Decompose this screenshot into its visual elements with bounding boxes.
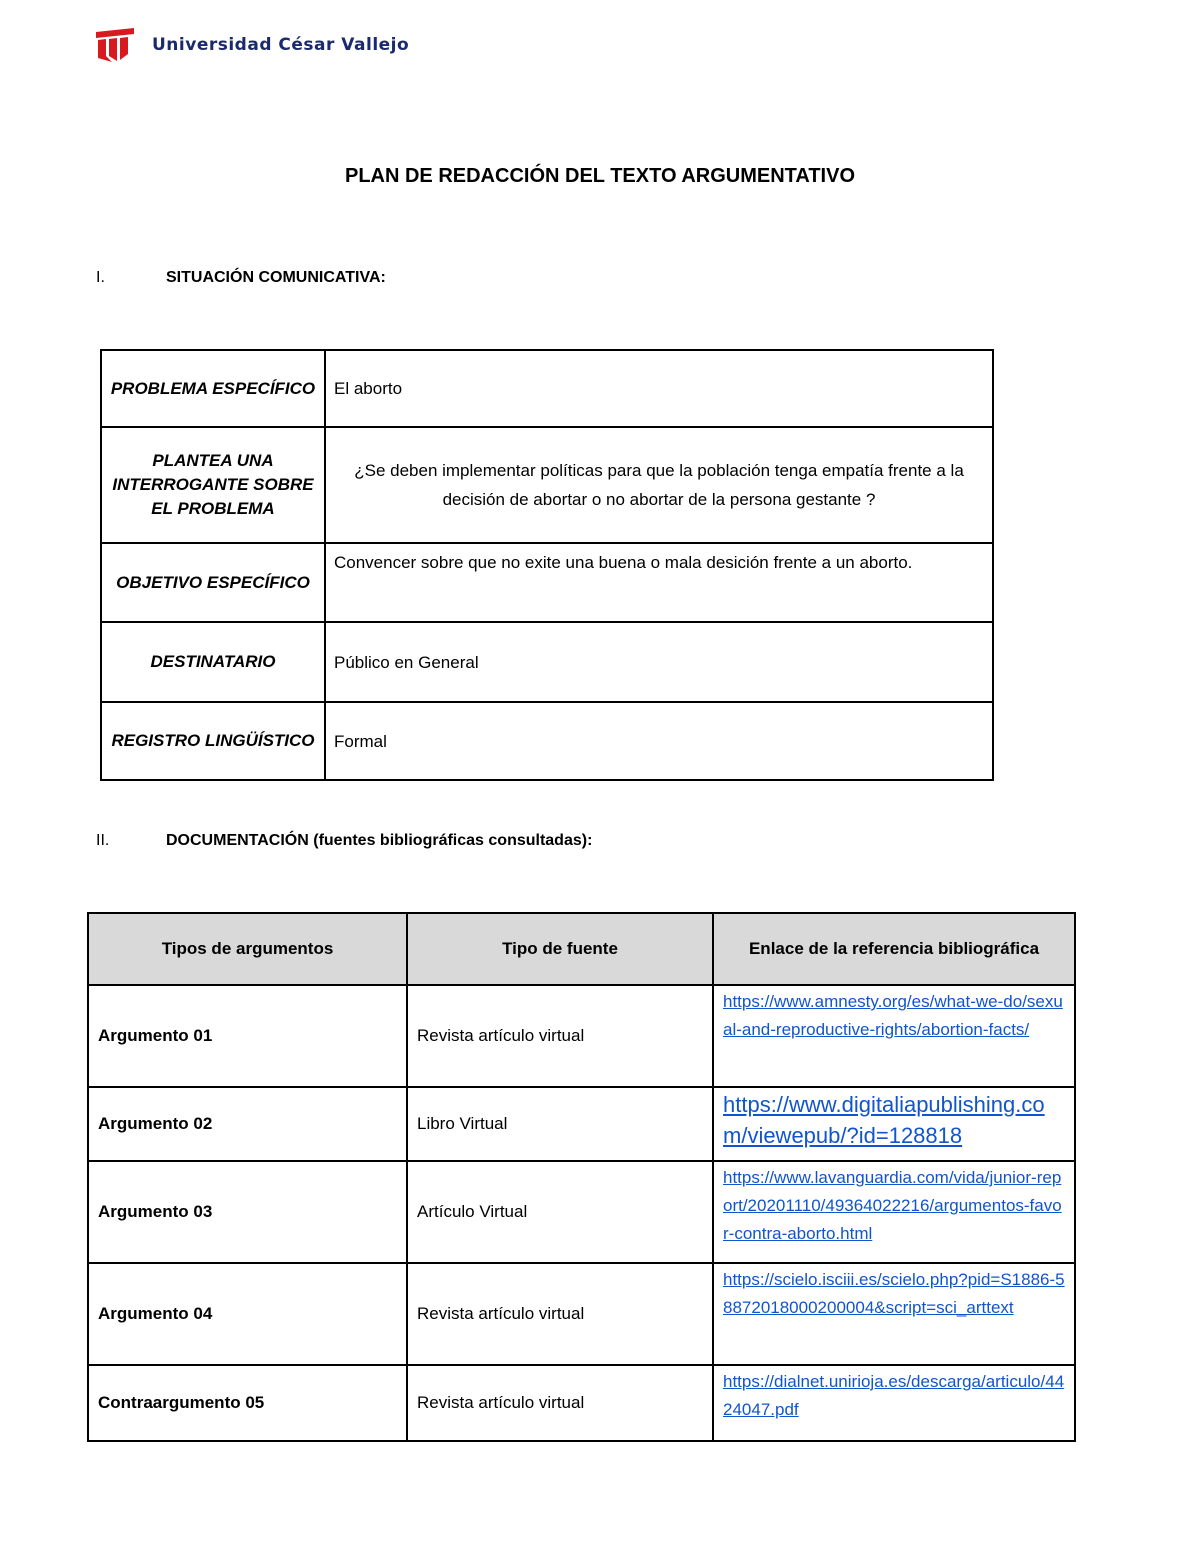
reference-link[interactable]: https://www.amnesty.org/es/what-we-do/sexual-and-reproductive-rights/abortion-facts/ (723, 992, 1063, 1039)
institution-name: Universidad César Vallejo (152, 35, 410, 55)
source-type: Artículo Virtual (407, 1161, 713, 1263)
table-row (88, 1161, 1075, 1263)
reference-cell (713, 1161, 1075, 1263)
table-row (101, 427, 993, 543)
section-heading-1 (96, 269, 386, 287)
source-type: Revista artículo virtual (407, 1365, 713, 1441)
argument-type: Argumento 03 (88, 1161, 407, 1263)
table-row (101, 350, 993, 427)
section-title: SITUACIÓN COMUNICATIVA: (166, 269, 386, 286)
source-type: Revista artículo virtual (407, 985, 713, 1087)
reference-cell (713, 1263, 1075, 1365)
row-value: Público en General (325, 622, 993, 702)
table-row (88, 1263, 1075, 1365)
row-label: DESTINATARIO (101, 622, 325, 702)
row-label: PLANTEA UNA INTERROGANTE SOBRE EL PROBLEMA (101, 427, 325, 543)
university-logo (96, 28, 409, 62)
reference-cell (713, 1365, 1075, 1441)
section-number: I. (96, 269, 105, 286)
row-label: PROBLEMA ESPECÍFICO (101, 350, 325, 427)
row-value: Formal (325, 702, 993, 780)
row-label: REGISTRO LINGÜÍSTICO (101, 702, 325, 780)
situacion-table (100, 349, 994, 781)
reference-link[interactable]: https://scielo.isciii.es/scielo.php?pid=S1886-58872018000200004&script=sci_arttext (723, 1270, 1065, 1317)
ucv-shield-icon (96, 28, 136, 62)
document-title: PLAN DE REDACCIÓN DEL TEXTO ARGUMENTATIVO (344, 165, 856, 187)
documentacion-table (87, 912, 1076, 1442)
source-type: Revista artículo virtual (407, 1263, 713, 1365)
source-type: Libro Virtual (407, 1087, 713, 1161)
reference-link[interactable]: https://www.lavanguardia.com/vida/junior-report/20201110/49364022216/argumentos-favor-contra-aborto.html (723, 1168, 1062, 1243)
row-value: ¿Se deben implementar políticas para que la población tenga empatía frente a la decisión de abortar o no abortar de la persona gestante ? (325, 427, 993, 543)
section-number: II. (96, 832, 110, 849)
table-row (101, 702, 993, 780)
section-heading-2 (96, 832, 592, 850)
table-row (88, 985, 1075, 1087)
row-value: El aborto (325, 350, 993, 427)
table-row (101, 622, 993, 702)
reference-cell (713, 985, 1075, 1087)
column-header: Tipo de fuente (407, 913, 713, 985)
column-header: Tipos de argumentos (88, 913, 407, 985)
row-value: Convencer sobre que no exite una buena o mala desición frente a un aborto. (325, 543, 993, 622)
table-row (101, 543, 993, 622)
column-header: Enlace de la referencia bibliográfica (713, 913, 1075, 985)
section-title: DOCUMENTACIÓN (fuentes bibliográficas consultadas): (166, 832, 593, 849)
argument-type: Argumento 02 (88, 1087, 407, 1161)
reference-link[interactable]: https://www.digitaliapublishing.com/viewepub/?id=128818 (723, 1092, 1045, 1148)
table-row (88, 1365, 1075, 1441)
argument-type: Contraargumento 05 (88, 1365, 407, 1441)
argument-type: Argumento 04 (88, 1263, 407, 1365)
argument-type: Argumento 01 (88, 985, 407, 1087)
row-label: OBJETIVO ESPECÍFICO (101, 543, 325, 622)
table-header-row (88, 913, 1075, 985)
reference-cell (713, 1087, 1075, 1161)
table-row (88, 1087, 1075, 1161)
reference-link[interactable]: https://dialnet.unirioja.es/descarga/articulo/4424047.pdf (723, 1372, 1065, 1419)
